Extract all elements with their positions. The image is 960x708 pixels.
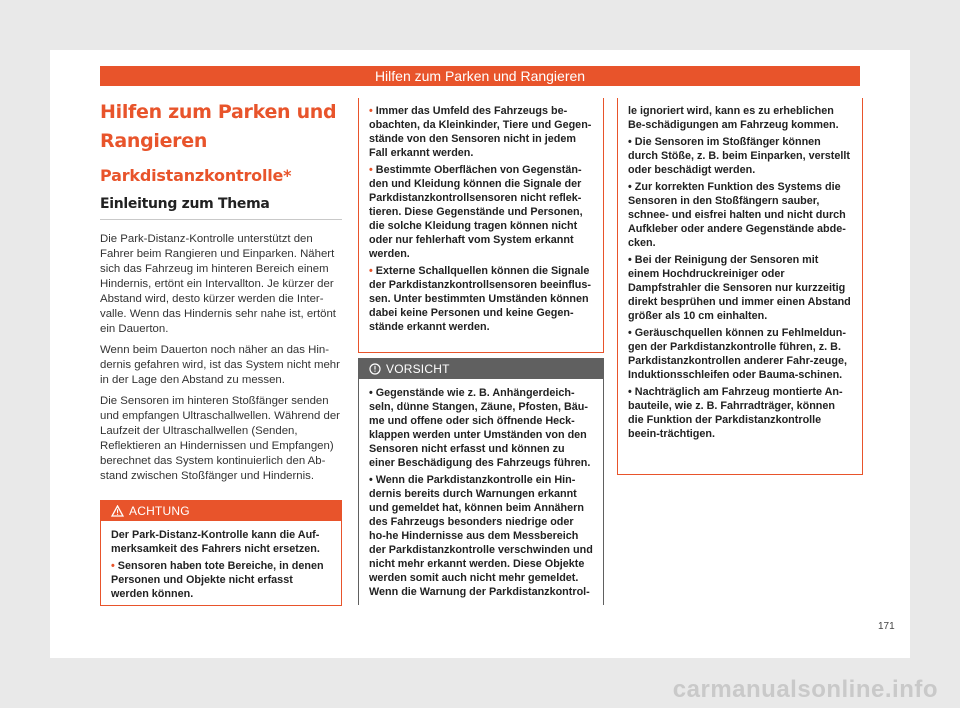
achtung-continued-box <box>358 98 604 353</box>
bullet-icon: • <box>369 265 376 277</box>
info-circle-icon <box>369 363 381 375</box>
bullet-icon: • <box>369 387 376 399</box>
intro-text <box>100 232 342 484</box>
vorsicht-item: • Nachträglich am Fahrzeug montierte An-bauteile, wie z. B. Fahrradträger, können die Funktion der Parkdistanzkontrolle beein-trächtigen. <box>628 386 843 440</box>
page-number: 171 <box>878 621 895 632</box>
section-title: Hilfen zum Parken und Rangieren <box>100 101 337 152</box>
paragraph: Wenn beim Dauerton noch näher an das Hin-dernis gefahren wird, ist das System nicht mehr in der Lage den Abstand zu messen. <box>100 344 340 386</box>
achtung-intro: Der Park-Distanz-Kontrolle kann die Auf-merksamkeit des Fahrers nicht ersetzen. <box>111 529 320 555</box>
bullet-icon: • <box>111 560 118 572</box>
bullet-icon: • <box>369 105 376 117</box>
topic-heading: Einleitung zum Thema <box>100 195 342 220</box>
vorsicht-item: • Gegenstände wie z. B. Anhängerdeich-seln, dünne Stangen, Zäune, Pfosten, Bäu-me und offene oder sich öffnende Heck-klappen werden unter Umständen von den Sensoren nicht erfasst und können zu einer Beschädigung des Fahrzeugs führen. <box>369 387 591 469</box>
paragraph: Die Sensoren im hinteren Stoßfänger senden und empfangen Ultraschallwellen. Während der Laufzeit der Ultraschallwellen (Senden, Reflektieren an Hindernissen und Empfangen) berechnet das System kontinuierlich den Ab-stand zwischen Stoßfänger und Hindernis. <box>100 395 340 482</box>
bullet-icon: • <box>369 474 376 486</box>
vorsicht-continued-box <box>617 98 863 475</box>
vorsicht-continued-body <box>618 98 862 441</box>
running-header: Hilfen zum Parken und Rangieren <box>100 66 860 86</box>
bullet-icon: • <box>369 164 376 176</box>
paragraph: Die Park-Distanz-Kontrolle unterstützt den Fahrer beim Rangieren und Einparken. Nähert sich das Fahrzeug im hinteren Bereich einem Hindernis, ertönt ein Intervallton. Je kürzer der Abstand wird, desto kürzer werden die Inter-valle. Wenn das Hindernis sehr nahe ist, ertönt ein Dauerton. <box>100 233 336 335</box>
achtung-item: • Immer das Umfeld des Fahrzeugs be-obachten, da Kleinkinder, Tiere und Gegen-stände von den Sensoren nicht in jedem Fall erkannt werden. <box>369 105 592 159</box>
achtung-item: • Externe Schallquellen können die Signale der Parkdistanzkontrollsensoren beeinflus-sen. Unter bestimmten Umständen können dabei keine Personen und keine Gegen-stände erkannt werden. <box>369 265 591 333</box>
vorsicht-item: • Zur korrekten Funktion des Systems die Sensoren in den Stoßfängern sauber, schnee- und eisfrei halten und nicht durch Aufkleber oder andere Gegenstände abde-cken. <box>628 181 846 249</box>
vorsicht-item: • Die Sensoren im Stoßfänger können durch Stöße, z. B. beim Einparken, verstellt oder beschädigt werden. <box>628 136 850 176</box>
bullet-icon: • <box>628 254 635 266</box>
achtung-header: ACHTUNG <box>101 501 341 521</box>
warning-triangle-icon <box>111 505 124 517</box>
vorsicht-item: • Geräuschquellen können zu Fehlmeldun-gen der Parkdistanzkontrolle führen, z. B. Parkdistanzkontrollen anderer Fahr-zeuge, Induktionsschleifen oder Bauma-schinen. <box>628 327 847 381</box>
vorsicht-box <box>358 358 604 605</box>
vorsicht-item: • Bei der Reinigung der Sensoren mit einem Hochdruckreiniger oder Dampfstrahler die Sensoren nur kurzzeitig direkt besprühen und immer einen Abstand größer als 10 cm einhalten. <box>628 254 851 322</box>
bullet-icon: • <box>628 181 635 193</box>
bullet-icon: • <box>628 327 635 339</box>
achtung-body <box>101 521 341 601</box>
vorsicht-lead: le ignoriert wird, kann es zu erheblichen Be-schädigungen am Fahrzeug kommen. <box>628 105 839 131</box>
bullet-icon: • <box>628 386 635 398</box>
achtung-item: • Bestimmte Oberflächen von Gegenstän-den und Kleidung können die Signale der Parkdistanzkontrollsensoren nicht reflek-tieren. Diese Gegenstände und Personen, die solche Kleidung tragen können nicht oder nur fehlerhaft vom System erkannt werden. <box>369 164 583 260</box>
vorsicht-item: • Wenn die Parkdistanzkontrolle ein Hin-dernis bereits durch Warnungen erkannt und gemeldet hat, können beim Annähern des Fahrzeugs besonders niedrige oder ho-he Hindernisse aus dem Messbereich der Parkdistanzkontrolle verschwinden und nicht mehr erkannt werden. Diese Objekte werden somit auch nicht mehr gemeldet. Wenn die Warnung der Parkdistanzkontrol- <box>369 474 593 598</box>
vorsicht-header: VORSICHT <box>359 359 603 379</box>
achtung-item: • Sensoren haben tote Bereiche, in denen Personen und Objekte nicht erfasst werden können. <box>111 560 324 600</box>
achtung-box <box>100 500 342 606</box>
watermark: carmanualsonline.info <box>672 676 938 703</box>
section-subtitle: Parkdistanzkontrolle* <box>100 166 292 185</box>
bullet-icon: • <box>628 136 635 148</box>
achtung-continued-body <box>359 98 603 334</box>
column-1 <box>100 98 342 484</box>
vorsicht-body <box>359 379 603 599</box>
